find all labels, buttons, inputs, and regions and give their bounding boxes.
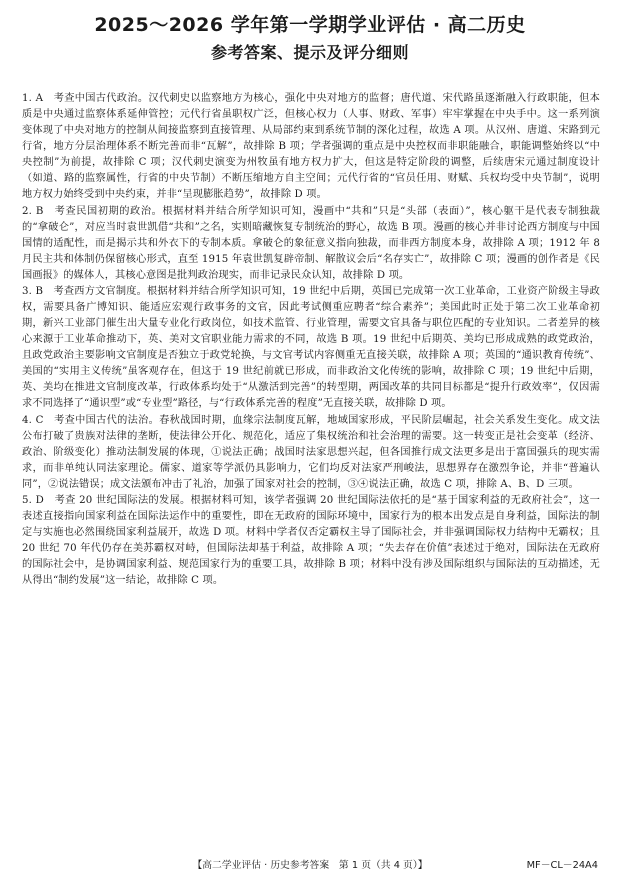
answer-text: 2. B 考查民国初期的政治。根据材料并结合所学知识可知，漫画中“共和”只是“头部（表面）”，核心躯干是代表专制独裁的“拿破仑”，对应当时袁世凯借“共和”之名，实则暗藏恢复专制统治的野心，故选 B 项。漫画的核心并非讨论西方制度与中国国情的适配性，而是揭示共和外衣下的专制本质。拿破仑的象征意义指向独裁，而非西方制度本身，故排除 A 项；1912 年 8 月民主共和体制仍保留核心形式，直至 1915 年袁世凯复辟帝制、解散议会后“名存实亡”，故排除 C 项；漫画的创作者是《民国画报》的媒体人，其核心意图是批判政治现实，而非记录民众认知，故排除 D 项。 — [22, 205, 600, 281]
answer-item-4 — [22, 413, 600, 493]
footer-code: MF－CL－24A4 — [526, 860, 598, 871]
answer-list — [22, 91, 600, 589]
answer-text: 1. A 考查中国古代政治。汉代刺史以监察地方为核心，强化中央对地方的监督；唐代道、宋代路虽逐渐融入行政职能，但本质是中央通过监察体系延伸管控；元代行省虽职权广泛，但核心权力（人事、财政、军事）牢牢掌握在中央手中。这一系列演变体现了中央对地方的控制从间接监察到直接管理、从局部约束到系统节制的深化过程，故选 A 项。从汉州、唐道、宋路到元行省，地方分层治理体系不断完善而非“瓦解”，故排除 B 项；学者强调的重点是中央控权而非职能融合，职能调整始终以“中央控制”为前提，故排除 C 项；汉代刺史演变为州牧虽有地方权力扩大，但这是特定阶段的调整，后续唐宋元通过制度设计（如道、路的监察属性，行省的中央节制）不断压缩地方自主空间；元代行省的“官员任用、财赋、兵权均受中央节制”，说明地方权力始终受到中央约束，并非“呈现膨胀趋势”，故排除 D 项。 — [22, 93, 600, 200]
answer-item-5 — [22, 493, 600, 589]
answer-text: 4. C 考查中国古代的法治。春秋战国时期，血缘宗法制度瓦解，地域国家形成，平民阶层崛起，社会关系发生变化。成文法公布打破了贵族对法律的垄断，使法律公开化、规范化，适应了集权统治和社会治理的需要。这一转变正是社会变革（经济、政治、阶级变化）推动法制发展的体现，①说法正确；战国时法家思想兴起，但各国推行成文法更多是出于富国强兵的现实需求，而非单纯认同法家理论。儒家、道家等学派仍具影响力，它们均反对法家严刑峻法，思想界存在激烈争论，并非“普遍认同”，②说法错误；成文法颁布冲击了礼治，加强了国家对社会的控制，③④说法正确，故选 C 项，排除 A、B、D 三项。 — [22, 414, 600, 490]
answer-item-2 — [22, 204, 600, 284]
answer-text: 3. B 考查西方文官制度。根据材料并结合所学知识可知，19 世纪中后期，英国已完成第一次工业革命，工业资产阶级主导政权，需要具备广博知识、能适应宏观行政事务的文官，因此考试侧重应聘者“综合素养”；美国此时正处于第二次工业革命初期，新兴工业部门催生出大量专业化行政岗位，如技术监管、行业管理，需要文官具备与职位匹配的专业知识。二者差异的核心来源于工业革命推动下，英、美对文官职业能力需求的不同，故选 B 项。19 世纪中后期英、美均已形成成熟的政党政治，且政党政治主要影响文官制度是否独立于政党轮换，与文官考试内容侧重无直接关联，故排除 A 项；英国的“通识教育传统”、美国的“实用主义传统”虽客观存在，但这于 19 世纪前就已形成，而非政治文化传统的影响，故排除 C 项；19 世纪中后期，英、美均在推进文官制度改革，行政体系均处于“从激活到完善”的转型期，两国改革的共同目标都是“提升行政效率”，仅因需求不同选择了“通识型”或“专业型”路径，与“行政体系完善的程度”无直接关联，故排除 D 项。 — [22, 286, 600, 409]
answer-text: 5. D 考查 20 世纪国际法的发展。根据材料可知，该学者强调 20 世纪国际法依托的是“基于国家利益的无政府社会”，这一表述直接指向国家利益在国际法运作中的重要性，即在无政府的国际环境中，国家行为的根本出发点是自身利益，国际法的制定与实施也必然围绕国家利益展开，故选 D 项。材料中学者仅否定霸权主导了国际社会，并非强调国际权力结构中无霸权；且 20 世纪 70 年代仍存在美苏霸权对峙，但国际法却基于利益，故排除 A 项；“失去存在价值”表述过于绝对，国际法在无政府的国际社会中，是协调国家利益、规范国家行为的重要工具，故排除 B 项；材料中没有涉及国际组织与国际法的互动描述，无从得出“制约发展”这一结论，故排除 C 项。 — [22, 495, 600, 586]
page-subtitle: 参考答案、提示及评分细则 — [210, 43, 409, 62]
page-footer — [0, 857, 620, 871]
answer-item-3 — [22, 284, 600, 412]
answer-item-1 — [22, 91, 600, 203]
page-title: 2025～2026 学年第一学期学业评估 · 高二历史 — [94, 14, 526, 36]
footer-page-info: 【高二学业评估 · 历史参考答案 第 1 页（共 4 页）】 — [192, 860, 428, 871]
